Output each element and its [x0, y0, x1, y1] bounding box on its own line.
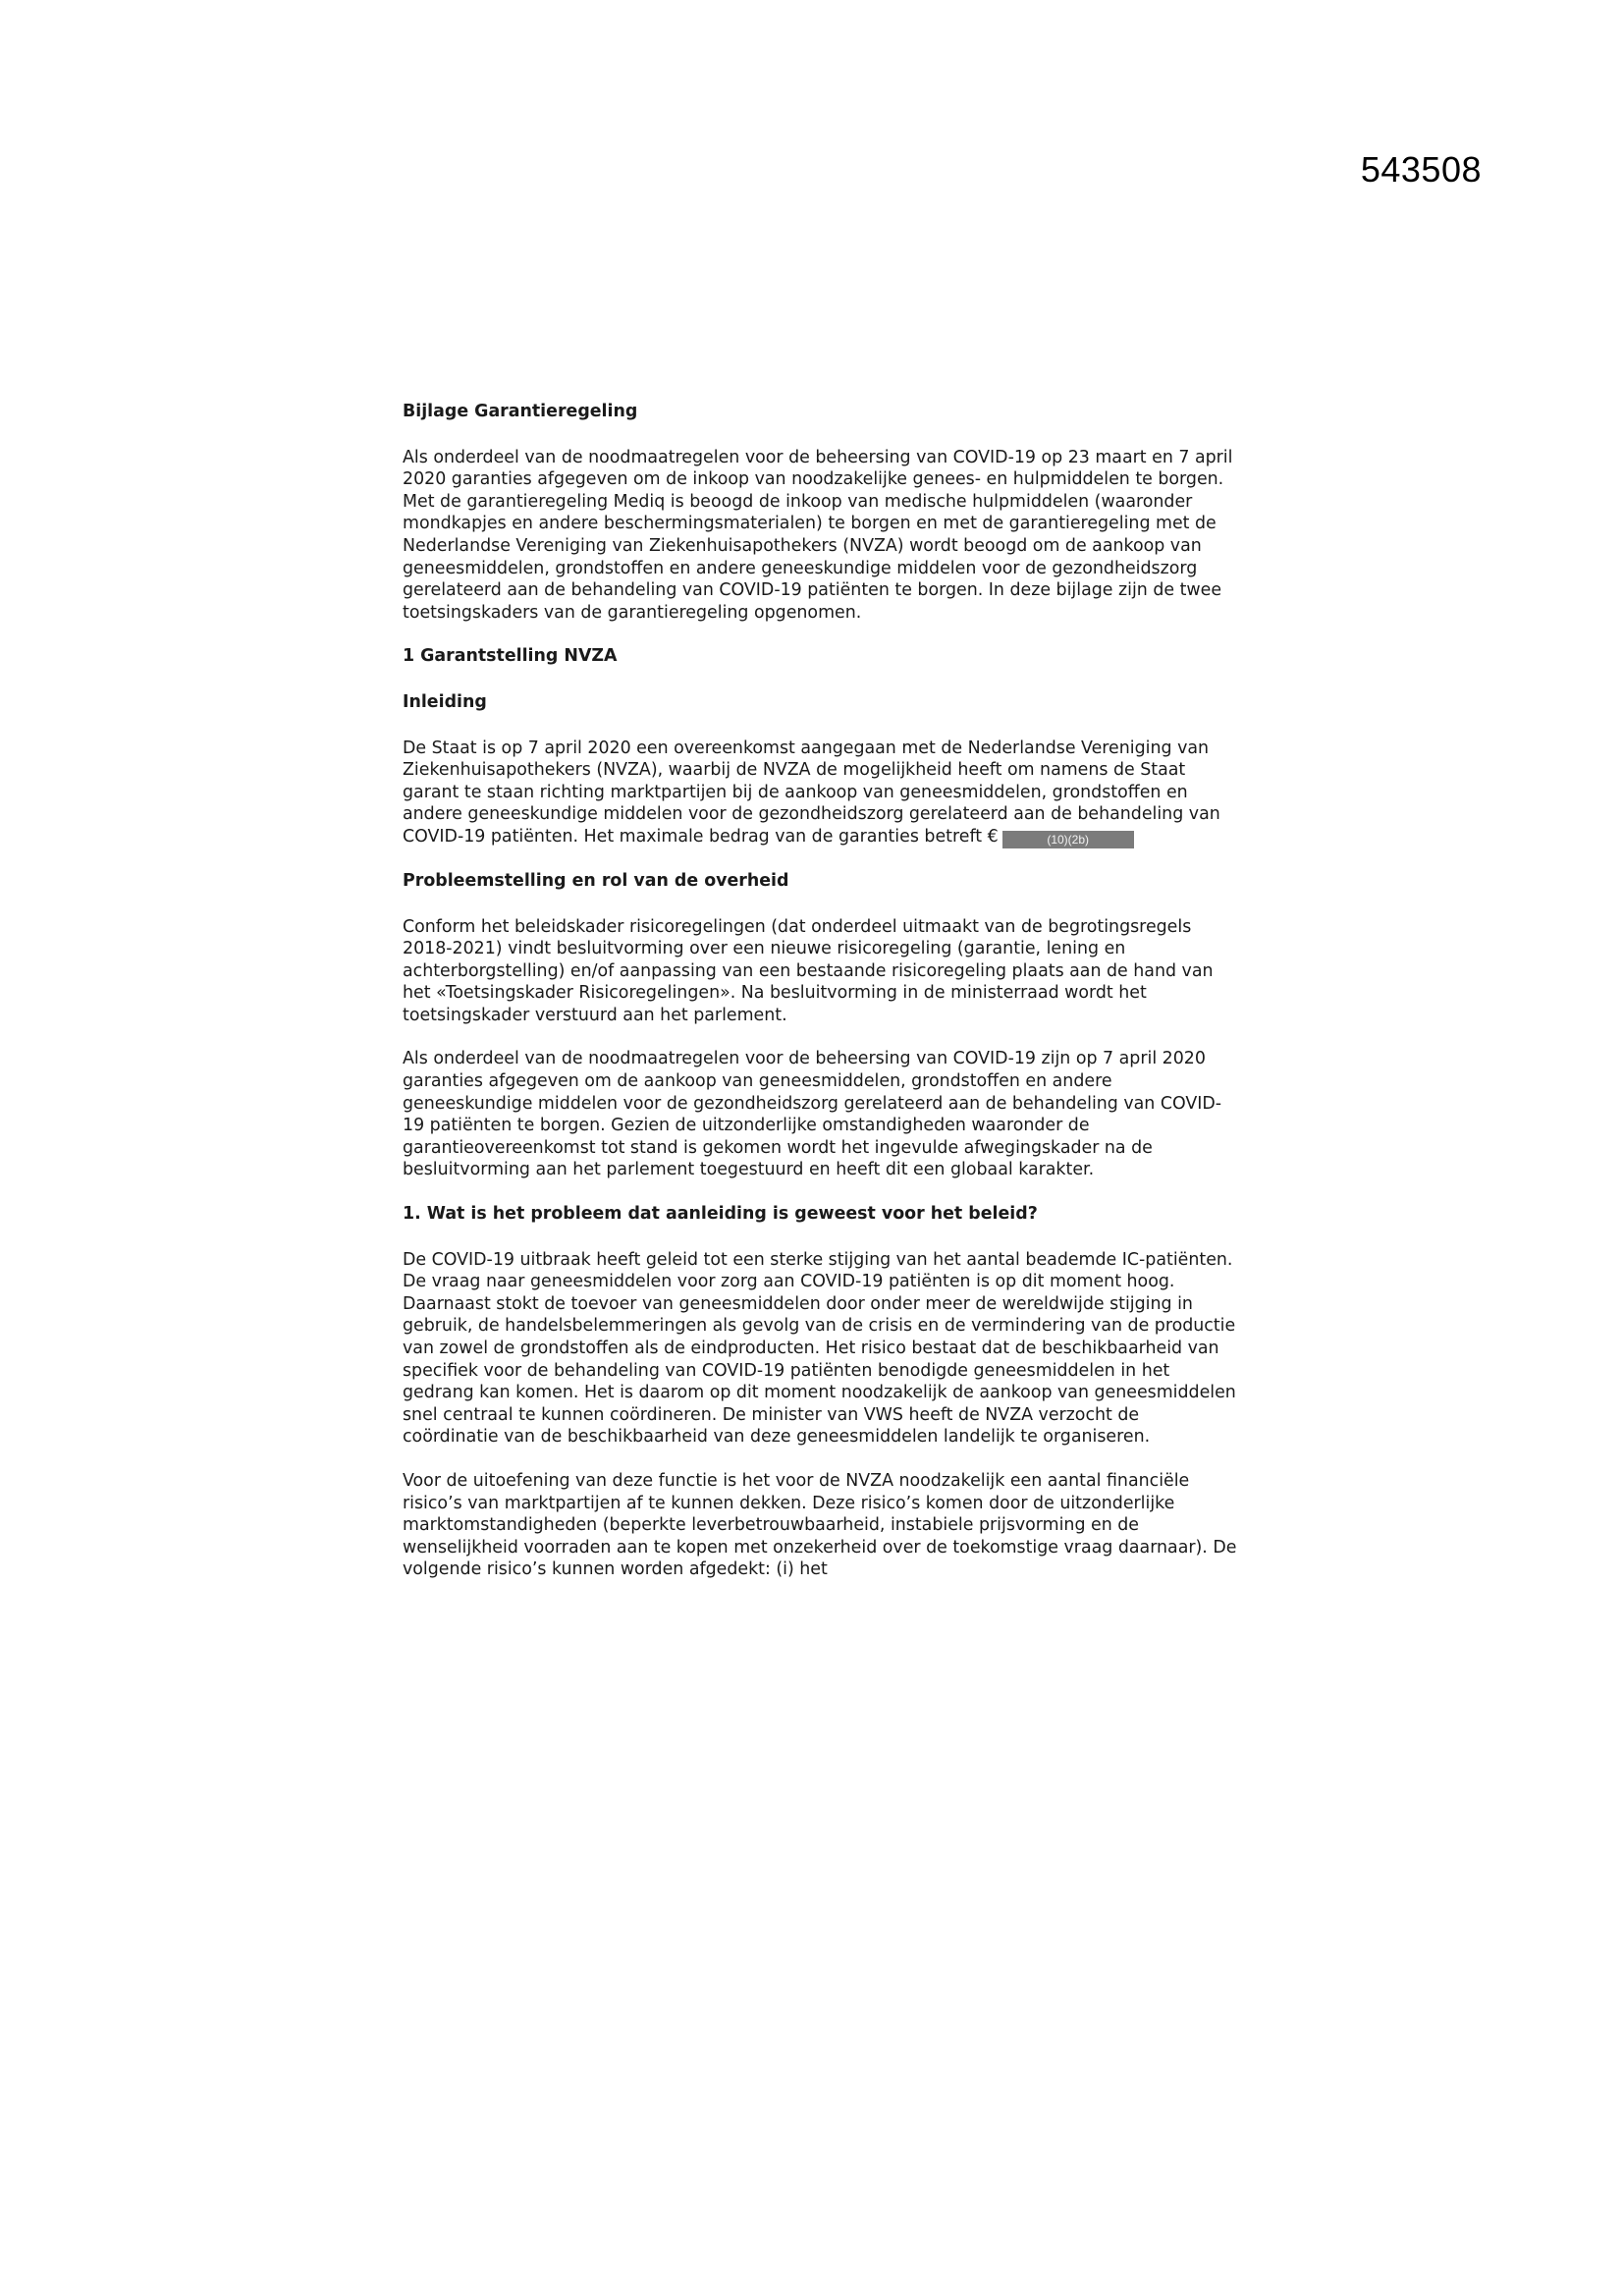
probleemstelling-paragraph-2: Als onderdeel van de noodmaatregelen voor de beheersing van COVID-19 zijn op 7 april 2020 garanties afgegeven om de aankoop van geneesmiddelen, grondstoffen en andere geneeskundige middelen voor de gezondheidszorg gerelateerd aan de behandeling van COVID-19 patiënten te borgen. Gezien de uitzonderlijke omstandigheden waaronder de garantieovereenkomst tot stand is gekomen wordt het ingevulde afwegingskader na de besluitvorming aan het parlement toegestuurd en heeft dit een globaal karakter. [403, 1049, 1222, 1180]
subsection-heading-inleiding: Inleiding [403, 691, 487, 712]
subsection-heading-probleemstelling: Probleemstelling en rol van de overheid [403, 870, 789, 891]
question-1-paragraph-2: Voor de uitoefening van deze functie is het voor de NVZA noodzakelijk een aantal financiële risico’s van marktpartijen af te kunnen dekken. Deze risico’s komen door de uitzonderlijke marktomstandigheden (beperkte leverbetrouwbaarheid, instabiele prijsvorming en de wenselijkheid voorraden aan te kopen met onzekerheid over de toekomstige vraag daarnaar). De volgende risico’s kunnen worden afgedekt: (i) het [403, 1470, 1237, 1580]
section-heading-garantstelling: 1 Garantstelling NVZA [403, 646, 618, 667]
document-number: 543508 [1360, 149, 1482, 190]
inleiding-paragraph [403, 738, 1239, 848]
document-title: Bijlage Garantieregeling [403, 402, 638, 421]
question-1-paragraph-1: De COVID-19 uitbraak heeft geleid tot een sterke stijging van het aantal beademde IC-patiënten. De vraag naar geneesmiddelen voor zorg aan COVID-19 patiënten is op dit moment hoog. Daarnaast stokt de toevoer van geneesmiddelen door onder meer de wereldwijde stijging in gebruik, de handelsbelemmeringen als gevolg van de crisis en de vermindering van de productie van zowel de grondstoffen als de eindproducten. Het risico bestaat dat de beschikbaarheid van specifiek voor de behandeling van COVID-19 patiënten benodigde geneesmiddelen in het gedrang kan komen. Het is daarom op dit moment noodzakelijk de aankoop van geneesmiddelen snel centraal te kunnen coördineren. De minister van VWS heeft de NVZA verzocht de coördinatie van de beschikbaarheid van deze geneesmiddelen landelijk te organiseren. [403, 1249, 1236, 1448]
redaction-box: (10)(2b) [1002, 831, 1134, 848]
question-heading-1: 1. Wat is het probleem dat aanleiding is geweest voor het beleid? [403, 1204, 1038, 1225]
probleemstelling-paragraph-1: Conform het beleidskader risicoregelingen (dat onderdeel uitmaakt van de begrotingsregels 2018-2021) vindt besluitvorming over een nieuwe risicoregeling (garantie, lening en achterborgstelling) en/of aanpassing van een bestaande risicoregeling plaats aan de hand van het «Toetsingskader Risicoregelingen». Na besluitvorming in de ministerraad wordt het toetsingskader verstuurd aan het parlement. [403, 916, 1214, 1025]
intro-paragraph: Als onderdeel van de noodmaatregelen voor de beheersing van COVID-19 op 23 maart en 7 april 2020 garanties afgegeven om de inkoop van noodzakelijke genees- en hulpmiddelen te borgen. Met de garantieregeling Mediq is beoogd de inkoop van medische hulpmiddelen (waaronder mondkapjes en andere beschermingsmaterialen) te borgen en met de garantieregeling met de Nederlandse Vereniging van Ziekenhuisapothekers (NVZA) wordt beoogd om de aankoop van geneesmiddelen, grondstoffen en andere geneeskundige middelen voor de gezondheidszorg gerelateerd aan de behandeling van COVID-19 patiënten te borgen. In deze bijlage zijn de twee toetsingskaders van de garantieregeling opgenomen. [403, 447, 1233, 623]
inleiding-text: De Staat is op 7 april 2020 een overeenkomst aangegaan met de Nederlandse Vereniging van Ziekenhuisapothekers (NVZA), waarbij de NVZA de mogelijkheid heeft om namens de Staat garant te staan richting marktpartijen bij de aankoop van geneesmiddelen, grondstoffen en andere geneeskundige middelen voor de gezondheidszorg gerelateerd aan de behandeling van COVID-19 patiënten. Het maximale bedrag van de garanties betreft € [403, 738, 1220, 847]
document-body [403, 401, 1239, 1603]
